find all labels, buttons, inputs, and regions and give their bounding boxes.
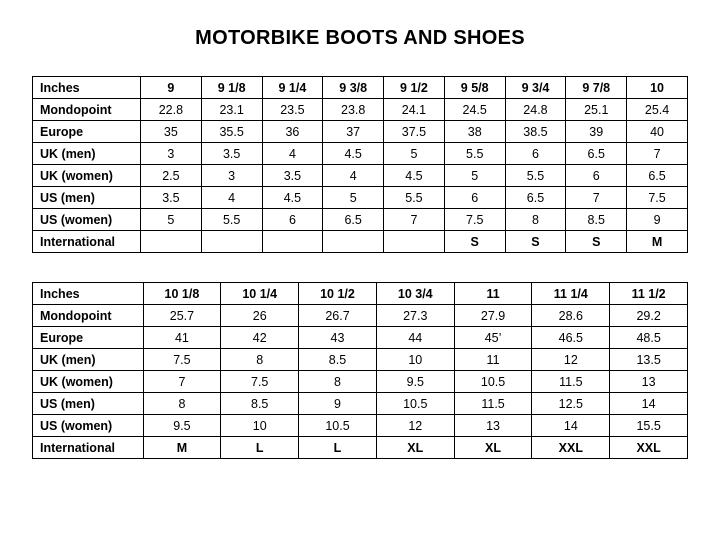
table-cell: 25.7 (143, 305, 221, 327)
table-cell: 36 (262, 121, 323, 143)
table-cell: 14 (610, 393, 688, 415)
table-row (33, 349, 688, 371)
table-cell: 26.7 (299, 305, 377, 327)
table-row (33, 283, 688, 305)
table-cell: 6.5 (627, 165, 688, 187)
table-cell: 6.5 (505, 187, 566, 209)
table-row (33, 415, 688, 437)
table-cell: 23.5 (262, 99, 323, 121)
table-cell: 44 (376, 327, 454, 349)
table-cell: 23.8 (323, 99, 384, 121)
document-page (0, 27, 720, 558)
table-cell: 9 1/4 (262, 77, 323, 99)
table-cell (141, 231, 202, 253)
table-row (33, 371, 688, 393)
table-cell: 11.5 (454, 393, 532, 415)
table-cell: 24.1 (384, 99, 445, 121)
table-cell: 4 (262, 143, 323, 165)
table-cell: 37.5 (384, 121, 445, 143)
table-cell: 11 (454, 283, 532, 305)
table-cell: XL (454, 437, 532, 459)
table-cell: 10 (627, 77, 688, 99)
row-label: Inches (33, 77, 141, 99)
table-cell: 7 (627, 143, 688, 165)
table-cell: 4.5 (384, 165, 445, 187)
table-row (33, 121, 688, 143)
table-cell: 12.5 (532, 393, 610, 415)
row-label: Mondopoint (33, 305, 144, 327)
table-cell: 5 (444, 165, 505, 187)
size-chart-large-body (33, 283, 688, 459)
table-cell: 38 (444, 121, 505, 143)
table-cell: 10.5 (454, 371, 532, 393)
table-cell: 10.5 (376, 393, 454, 415)
table-cell: 3.5 (262, 165, 323, 187)
table-cell: S (566, 231, 627, 253)
table-cell: 37 (323, 121, 384, 143)
table-row (33, 99, 688, 121)
table-row (33, 231, 688, 253)
table-cell: 48.5 (610, 327, 688, 349)
table-cell: 7 (143, 371, 221, 393)
table-cell: 11 (454, 349, 532, 371)
row-label: UK (men) (33, 349, 144, 371)
table-cell: 8.5 (299, 349, 377, 371)
row-label: UK (men) (33, 143, 141, 165)
table-cell: 35 (141, 121, 202, 143)
row-label: Mondopoint (33, 99, 141, 121)
row-label: Inches (33, 283, 144, 305)
table-cell: 7.5 (221, 371, 299, 393)
table-cell: 10 3/4 (376, 283, 454, 305)
table-cell: 8.5 (221, 393, 299, 415)
row-label: Europe (33, 327, 144, 349)
table-cell: 6.5 (323, 209, 384, 231)
table-cell: 28.6 (532, 305, 610, 327)
table-row (33, 305, 688, 327)
table-cell: 27.9 (454, 305, 532, 327)
table-cell: 9 5/8 (444, 77, 505, 99)
table-cell: 8 (299, 371, 377, 393)
table-cell: 27.3 (376, 305, 454, 327)
table-cell: 12 (376, 415, 454, 437)
table-cell: 10 1/4 (221, 283, 299, 305)
table-cell: 8 (143, 393, 221, 415)
table-cell: 9 (141, 77, 202, 99)
table-row (33, 209, 688, 231)
table-cell: 7 (384, 209, 445, 231)
table-cell: 5 (141, 209, 202, 231)
row-label: US (men) (33, 187, 141, 209)
table-row (33, 393, 688, 415)
table-cell: 41 (143, 327, 221, 349)
table-cell: 40 (627, 121, 688, 143)
table-cell: 4.5 (262, 187, 323, 209)
table-cell: 25.1 (566, 99, 627, 121)
row-label: US (women) (33, 415, 144, 437)
table-cell: 7.5 (627, 187, 688, 209)
table-row (33, 143, 688, 165)
row-label: US (women) (33, 209, 141, 231)
table-cell: S (505, 231, 566, 253)
table-cell: XL (376, 437, 454, 459)
table-cell: 7.5 (444, 209, 505, 231)
table-cell: 38.5 (505, 121, 566, 143)
table-cell (262, 231, 323, 253)
table-cell: S (444, 231, 505, 253)
row-label: US (men) (33, 393, 144, 415)
table-cell: 9.5 (143, 415, 221, 437)
size-chart-large-wrap (0, 282, 720, 459)
table-cell: 13.5 (610, 349, 688, 371)
table-cell: 11.5 (532, 371, 610, 393)
table-row (33, 187, 688, 209)
table-cell: 4.5 (323, 143, 384, 165)
table-cell: 35.5 (201, 121, 262, 143)
table-cell: 9 (299, 393, 377, 415)
table-cell: 11 1/2 (610, 283, 688, 305)
table-cell: 12 (532, 349, 610, 371)
table-cell: 7 (566, 187, 627, 209)
table-row (33, 165, 688, 187)
table-cell: 46.5 (532, 327, 610, 349)
table-cell: M (627, 231, 688, 253)
table-cell: 5 (323, 187, 384, 209)
table-cell: 10 (221, 415, 299, 437)
table-cell: 23.1 (201, 99, 262, 121)
table-row (33, 437, 688, 459)
table-cell: 11 1/4 (532, 283, 610, 305)
table-cell: 3 (141, 143, 202, 165)
table-cell: 9 (627, 209, 688, 231)
table-cell: 29.2 (610, 305, 688, 327)
table-cell: 4 (323, 165, 384, 187)
table-cell (323, 231, 384, 253)
table-cell: XXL (610, 437, 688, 459)
row-label: UK (women) (33, 165, 141, 187)
table-cell: 6.5 (566, 143, 627, 165)
table-cell (201, 231, 262, 253)
table-cell: 5.5 (444, 143, 505, 165)
table-cell: 26 (221, 305, 299, 327)
table-cell: 9 1/8 (201, 77, 262, 99)
size-chart-small-wrap (0, 76, 720, 253)
table-cell: 25.4 (627, 99, 688, 121)
table-cell: 6 (566, 165, 627, 187)
table-cell: 6 (444, 187, 505, 209)
table-cell: 8 (505, 209, 566, 231)
table-cell: 9 3/4 (505, 77, 566, 99)
table-cell: 5.5 (384, 187, 445, 209)
table-cell: 5.5 (201, 209, 262, 231)
page-title: MOTORBIKE BOOTS AND SHOES (195, 27, 525, 49)
table-cell: 24.8 (505, 99, 566, 121)
table-cell: L (299, 437, 377, 459)
table-cell: 9 3/8 (323, 77, 384, 99)
table-cell: 9 7/8 (566, 77, 627, 99)
table-cell: 8 (221, 349, 299, 371)
table-cell: 3.5 (201, 143, 262, 165)
table-cell: 9 1/2 (384, 77, 445, 99)
size-chart-small-body (33, 77, 688, 253)
table-cell: 4 (201, 187, 262, 209)
table-cell: 5 (384, 143, 445, 165)
table-cell: 42 (221, 327, 299, 349)
table-cell (384, 231, 445, 253)
table-cell: 9.5 (376, 371, 454, 393)
table-cell: 7.5 (143, 349, 221, 371)
table-row (33, 327, 688, 349)
table-cell: 10 1/2 (299, 283, 377, 305)
table-row (33, 77, 688, 99)
table-cell: M (143, 437, 221, 459)
table-cell: 45’ (454, 327, 532, 349)
row-label: Europe (33, 121, 141, 143)
table-cell: 39 (566, 121, 627, 143)
table-cell: 10.5 (299, 415, 377, 437)
table-cell: 13 (610, 371, 688, 393)
table-cell: L (221, 437, 299, 459)
table-cell: 22.8 (141, 99, 202, 121)
row-label: International (33, 437, 144, 459)
table-cell: 6 (262, 209, 323, 231)
table-cell: 6 (505, 143, 566, 165)
table-cell: 3 (201, 165, 262, 187)
table-cell: 8.5 (566, 209, 627, 231)
table-cell: 13 (454, 415, 532, 437)
table-cell: 5.5 (505, 165, 566, 187)
row-label: International (33, 231, 141, 253)
table-cell: XXL (532, 437, 610, 459)
row-label: UK (women) (33, 371, 144, 393)
table-cell: 24.5 (444, 99, 505, 121)
table-cell: 14 (532, 415, 610, 437)
table-cell: 10 (376, 349, 454, 371)
table-cell: 3.5 (141, 187, 202, 209)
size-chart-large (32, 282, 688, 459)
table-cell: 2.5 (141, 165, 202, 187)
size-chart-small (32, 76, 688, 253)
table-cell: 15.5 (610, 415, 688, 437)
table-cell: 10 1/8 (143, 283, 221, 305)
table-cell: 43 (299, 327, 377, 349)
